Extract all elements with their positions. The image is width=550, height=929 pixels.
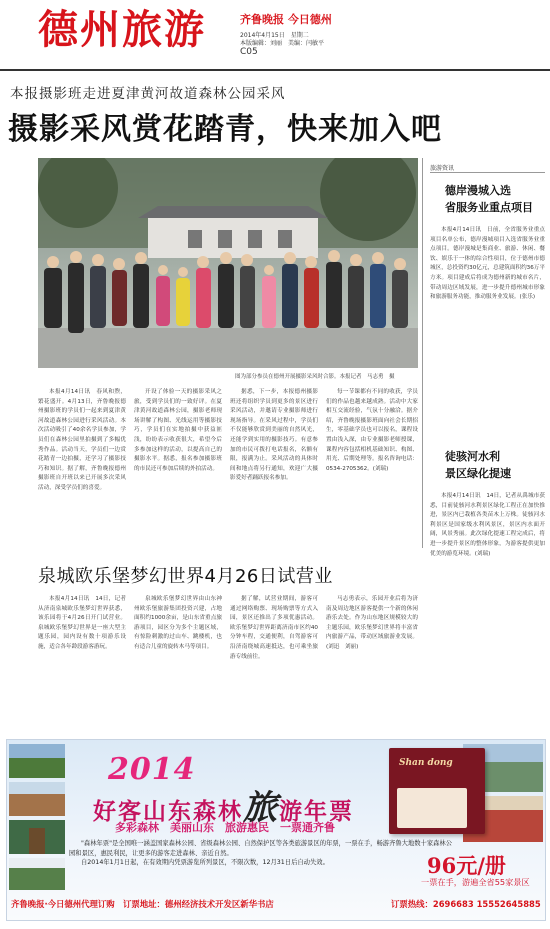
ad-year: 2014 [108, 752, 196, 787]
sidebar-story1-headline: 德岸漫城入选 省服务业重点项目 [445, 184, 533, 214]
ad-body: "森林年票"是全国唯一涵盖国家森林公园、省级森林公园、自然保护区等各类旅游景区的年票，一票在手，畅游齐鲁大地数十家森林公园和景区，惠民利民，让更多的游客走进森林、亲近自然。 自2014年1月1日起，在有效期内凭票游览所列景区，不限次数，12月31日后自动失效。 [69, 840, 453, 866]
article2-column-1: 本报4月14日讯 14日，记者从济南泉城欧乐堡梦幻世界获悉，该乐园将于4月26日开门试营业。泉城欧乐堡梦幻世界是一座大型主题乐园，园内设有数十项游乐设施，适合各年龄段游客游玩。 [38, 596, 126, 650]
masthead-title: 德州旅游 [38, 6, 206, 53]
article2-headline: 泉城欧乐堡梦幻世界4月26日试营业 [38, 566, 333, 587]
article1-kicker: 本报摄影班走进夏津黄河故道森林公园采风 [10, 86, 286, 102]
article1-column-2: 开设了体验一天的摄影采风之旅，受到学员们的一致好评。在夏津黄河故道森林公园，摄影老师现场讲解了构图、光线运用等摄影技巧，学员们在实地拍摄中获益匪浅，纷纷表示收获很大，希望今后多参加这样的活动，以提高自己的摄影水平。据悉，报名参加摄影班的市民还可参加后续的外拍活动。 [134, 389, 222, 472]
masthead-rule [0, 69, 550, 71]
ad-order-hotline[interactable]: 订票热线：2696683 15552645885 [391, 899, 541, 909]
article1-headline: 摄影采风赏花踏青，快来加入吧 [8, 112, 442, 147]
article1-column-1: 本报4月14日讯 春风和煦，繁花盛开。4月13日，齐鲁晚报德州摄影班的学员们一起来到夏津黄河故道森林公园进行采风活动。本次活动吸引了40余名学员参加，学员们在森林公园里拍摄到了多幅优秀作品。活动当天，学员们一边赏花踏青一边拍摄，还学习了摄影技巧和知识。据了解，齐鲁晚报德州摄影班自开班以来已开展多次采风活动，深受学员们的喜爱。 [38, 389, 126, 491]
article2-column-4: 马志勇表示，乐园开业后将为济南及周边地区游客提供一个新的休闲游乐去处。作为山东地区规模较大的主题乐园，欧乐堡梦幻世界将丰富省内旅游产品，带动区域旅游业发展。(刘迅 刘丽) [326, 596, 418, 650]
ad-order-address: 齐鲁晚报·今日德州代理订购 订票地址：德州经济技术开发区新华书店 [11, 899, 274, 909]
ad-title: 好客山东森林旅游年票 [93, 788, 354, 828]
article1-column-4: 每一节课都有不同的收获，学员们的作品也越来越成熟。活动中大家相互交流经验，气氛十分融洽。据介绍，齐鲁晚报摄影班面向社会长期招生，零基础学员也可以报名，课程设置由浅入深，由专业摄影老师授课，课程内容包括相机基础知识、构图、用光、后期处理等。报名咨询电话：0534-2705362。(刘瑞) [326, 389, 418, 472]
publication-brand: 齐鲁晚报 今日德州 [240, 13, 332, 26]
column-divider [422, 158, 423, 548]
sidebar-story2-headline: 徒骇河水利 景区绿化提速 [445, 450, 511, 480]
ad-price: 96元/册 [427, 853, 506, 878]
sidebar-story1-body: 本报4月14日讯 日前，全省服务业重点项目名单公布，德岸漫城项目入选省服务业重点项目。德岸漫城是集商业、旅游、休闲、餐饮、娱乐于一体的综合性项目，位于德州市德城区，总投资约30亿元，总建筑面积约36万平方米。项目建成后将成为德州新的城市名片，带动周边区域发展，进一步提升德州城市形象和旅游服务功能，推动服务业发展。(张乐) [430, 227, 545, 301]
dateline: 2014年4月15日 星期二 本版编辑：刘丽 美编：闫敏平 [240, 32, 325, 47]
article2-column-2: 泉城欧乐堡梦幻世界由山东神州欧乐堡旅游集团投资兴建，占地面积约1000余亩，是山东省重点旅游项目，园区分为多个主题区域，有惊险刺激的过山车、跳楼机，也有适合儿童的旋转木马等项目。 [134, 596, 222, 650]
ad-order-bar [7, 892, 545, 918]
ad-slogans: 多彩森林 美丽山东 旅游惠民 一票通齐鲁 [115, 821, 335, 834]
ad-price-note: 一票在手，游遍全省55家景区 [421, 877, 530, 887]
photo-caption: 图为部分参员在德州开展摄影采风时合影。本报记者 马志勇 摄 [235, 374, 395, 380]
sidebar-story2-body: 本报4月14日讯 14日，记者从禹城市获悉，目前徒骇河水利景区绿化工程正在加快推进，景区内已栽植各类苗木上万株。徒骇河水利景区是国家级水利风景区，景区内水面开阔，风景秀丽。此次绿化提速工程完成后，将进一步提升景区的整体形象，为游客提供更加优美的游览环境。(刘瑞) [430, 493, 545, 557]
page-number: C05 [240, 47, 258, 57]
ticket-label [397, 788, 467, 828]
ad-scenery-photos [9, 744, 65, 892]
article1-column-3: 据悉，下一步，本报德州摄影班还将组织学员到更多的景区进行采风活动，并邀请专业摄影师进行现场指导。在采风过程中，学员们不仅能够欣赏到美丽的自然风光，还能学到实用的摄影技巧。有意参加的市民可拨打电话报名，名额有限，报满为止。采风活动的具体时间和地点将另行通知，欢迎广大摄影爱好者踊跃报名参加。 [230, 389, 318, 482]
article2-column-3: 据了解，试营业期间，游客可通过网络购票、现场购票等方式入园，景区还推出了多项优惠活动。欧乐堡梦幻世界距离济南市区约40分钟车程，交通便利，自驾游客可沿济南绕城高速抵达，也可乘坐旅游专线前往。 [230, 596, 318, 660]
ticket-booklet-image [389, 748, 485, 834]
section-tag: 旅游资讯 [430, 165, 455, 172]
section-rule [430, 172, 545, 173]
group-photo [38, 158, 418, 368]
forest-ticket-ad[interactable] [6, 739, 546, 921]
ticket-brand: Shan dong [399, 758, 453, 768]
